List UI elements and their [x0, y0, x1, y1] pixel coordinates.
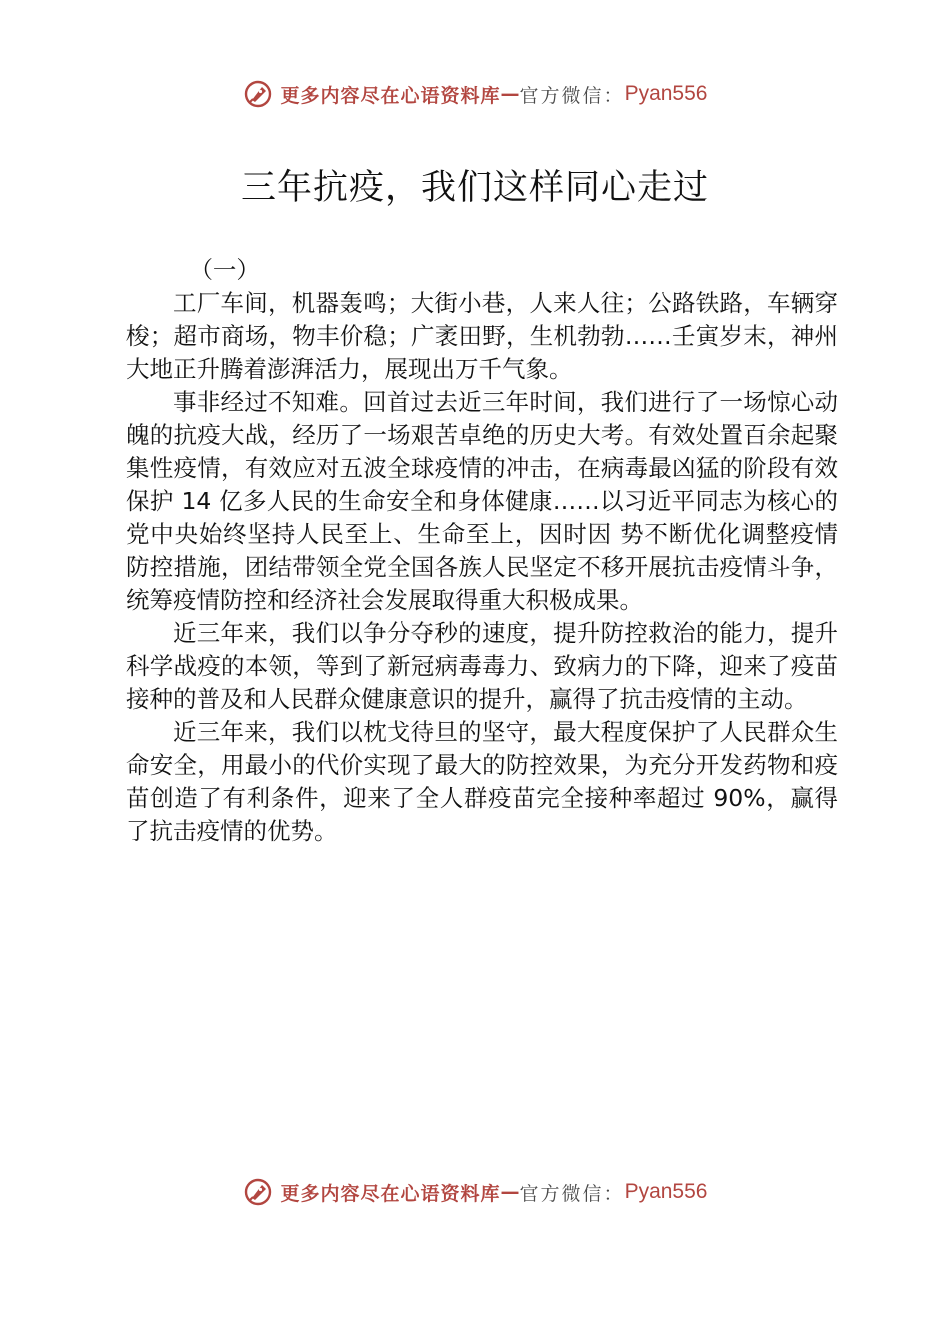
document-body [126, 254, 838, 848]
watermark-dash: — [500, 83, 520, 105]
paragraph: 近三年来，我们以枕戈待旦的坚守，最大程度保护了人民群众生命安全，用最小的代价实现了最大的防控效果，为充分开发药物和疫苗创造了有利条件，迎来了全人群疫苗完全接种率超过 90%，赢得了抗击疫情的优势。 [126, 718, 838, 845]
watermark-text: 更多内容尽在心语资料库 [280, 84, 501, 107]
paragraph: 近三年来，我们以争分夺秒的速度，提升防控救治的能力，提升科学战疫的本领，等到了新冠病毒毒力、致病力的下降，迎来了疫苗接种的普及和人民群众健康意识的提升，赢得了抗击疫情的主动。 [126, 619, 838, 713]
paragraph: 事非经过不知难。回首过去近三年时间，我们进行了一场惊心动魄的抗疫大战，经历了一场艰苦卓绝的历史大考。有效处置百余起聚集性疫情，有效应对五波全球疫情的冲击，在病毒最凶猛的阶段有效保护 14 亿多人民的生命安全和身体健康……以习近平同志为核心的党中央始终坚持人民至上、生命至上，因时因 势不断优化调整疫情防控措施，团结带领全党全国各族人民坚定不移开展抗击疫情斗争，统筹疫情防控和经济社会发展取得重大积极成果。 [126, 388, 838, 614]
watermark-id: Pyan556 [624, 82, 708, 105]
section-heading: （一） [189, 256, 260, 284]
watermark-dash: — [500, 1181, 520, 1203]
pen-nib-logo-icon [243, 1177, 273, 1207]
watermark-label: 官方微信： [519, 1182, 625, 1205]
watermark-text: 更多内容尽在心语资料库 [280, 1182, 501, 1205]
pen-nib-logo-icon [243, 79, 273, 109]
watermark-id: Pyan556 [624, 1180, 708, 1203]
watermark-header [0, 72, 950, 116]
paragraph: 工厂车间，机器轰鸣；大街小巷，人来人往；公路铁路，车辆穿梭；超市商场，物丰价稳；广袤田野，生机勃勃……壬寅岁末，神州大地正升腾着澎湃活力，展现出万千气象。 [126, 289, 838, 383]
document-title: 三年抗疫，我们这样同心走过 [240, 168, 709, 208]
watermark-footer [0, 1170, 950, 1214]
watermark-label: 官方微信： [519, 84, 625, 107]
